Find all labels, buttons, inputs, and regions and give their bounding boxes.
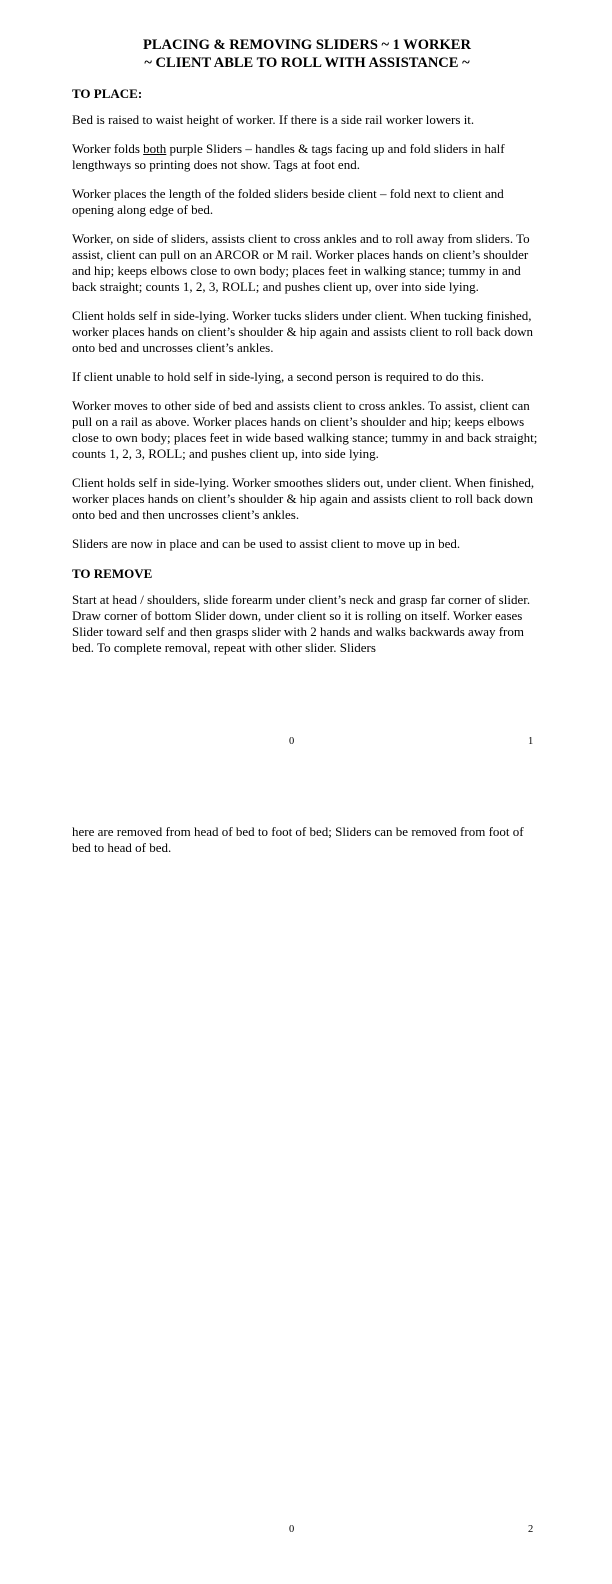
place-paragraph-5: Client holds self in side-lying. Worker tucks sliders under client. When tucking finished, worker places hands on client’s shoulder & hip again and assists client to roll back down onto bed and uncrosses client’s ankles.: [72, 308, 534, 355]
page-2-page-number: 2: [528, 1524, 534, 1535]
place-paragraph-2: [72, 141, 542, 173]
place-paragraph-3: Worker places the length of the folded sliders beside client – fold next to client and opening along edge of bed.: [72, 186, 504, 217]
document-title: [72, 36, 542, 72]
page-2-content: [72, 824, 542, 869]
place-paragraph-4: Worker, on side of sliders, assists client to cross ankles and to roll away from sliders. To assist, client can pull on an ARCOR or M rail. Worker places hands on client’s shoulder and hip; keeps elbows close to own body; places feet in walking stance; tummy in and back straight; counts 1, 2, 3, ROLL; and pushes client up, over into side lying.: [72, 231, 530, 294]
place-paragraph-9: Sliders are now in place and can be used to assist client to move up in bed.: [72, 536, 461, 551]
page-2: [0, 792, 612, 1584]
page-2-footer-left: 0: [289, 1524, 295, 1535]
title-line-2: ~ CLIENT ABLE TO ROLL WITH ASSISTANCE ~: [144, 55, 470, 71]
place-paragraph-6: If client unable to hold self in side-lying, a second person is required to do this.: [72, 369, 484, 384]
place-paragraph-2-start: Worker folds: [72, 141, 144, 156]
place-paragraph-2-end: purple Sliders – handles & tags facing up and fold sliders in half lengthways so printing does not show. Tags at foot end.: [72, 141, 505, 172]
place-paragraph-1: Bed is raised to waist height of worker. If there is a side rail worker lowers it.: [72, 112, 475, 127]
underlined-both: both: [143, 141, 167, 156]
place-paragraph-7: Worker moves to other side of bed and assists client to cross ankles. To assist, client can pull on a rail as above. Worker places hands on client’s shoulder and hip; keeps elbows close to own body; places feet in wide based walking stance; tummy in and back straight; counts 1, 2, 3, ROLL; and pushes client up, into side lying.: [72, 398, 538, 461]
page-1-content: [72, 36, 542, 669]
page-1-footer-left: 0: [289, 736, 295, 747]
remove-paragraph-1: Start at head / shoulders, slide forearm under client’s neck and grasp far corner of slider. Draw corner of bottom Slider down, under client so it is rolling on itself. Worker eases Slider toward self and then grasps slider with 2 hands and walks backwards away from bed. To complete removal, repeat with other slider. Sliders: [72, 592, 531, 655]
page-1-page-number: 1: [528, 736, 534, 747]
to-remove-heading: TO REMOVE: [72, 566, 153, 581]
to-place-heading: TO PLACE:: [72, 86, 143, 101]
place-paragraph-8: Client holds self in side-lying. Worker smoothes sliders out, under client. When finished, worker places hands on client’s shoulder & hip again and assists client to roll back down onto bed and then uncrosses client’s ankles.: [72, 475, 535, 522]
title-line-1: PLACING & REMOVING SLIDERS ~ 1 WORKER: [143, 37, 471, 53]
remove-paragraph-1-continued: here are removed from head of bed to foot of bed; Sliders can be removed from foot of bed to head of bed.: [72, 824, 524, 855]
